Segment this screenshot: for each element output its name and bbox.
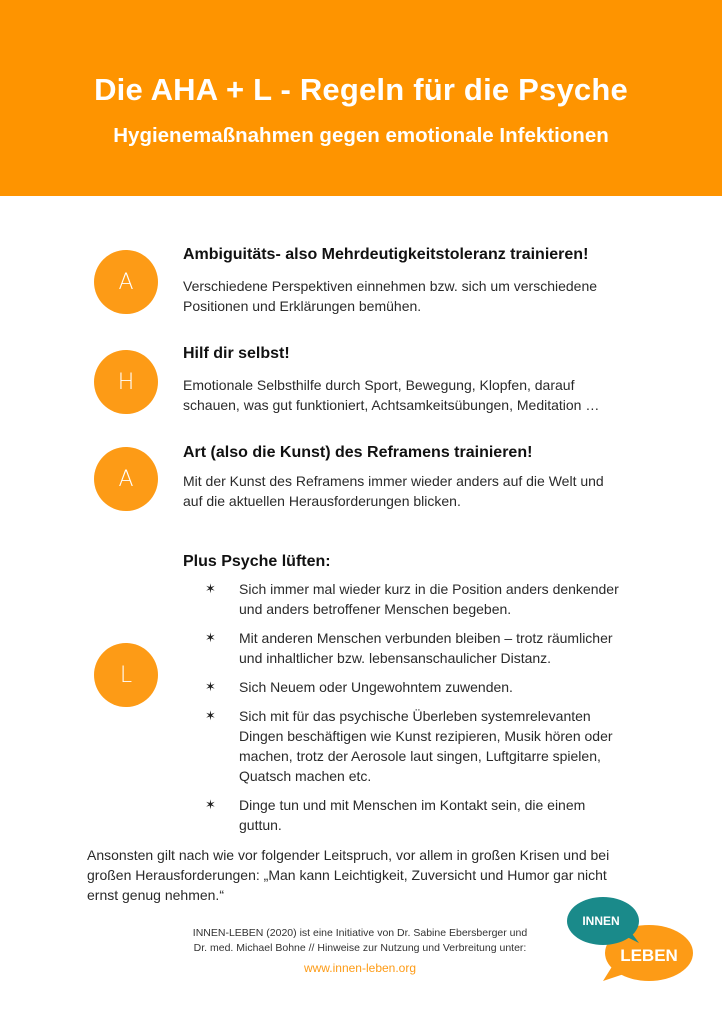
bullet-list <box>205 579 645 844</box>
bullet-line: guttun. <box>239 817 282 833</box>
header-banner <box>0 0 722 196</box>
page-title: Die AHA + L - Regeln für die Psyche <box>94 72 628 107</box>
text-line: schauen, was gut funktioniert, Achtsamkeitsübungen, Meditation … <box>183 397 600 413</box>
rule-title-a1: Ambiguitäts- also Mehrdeutigkeitstoleranz trainieren! <box>183 246 589 263</box>
bullet-line: Dinge tun und mit Menschen im Kontakt sein, die einem <box>239 797 586 813</box>
bullet-line: Dingen beschäftigen wie Kunst rezipieren, Musik hören oder <box>239 728 613 744</box>
bullet-line: Sich Neuem oder Ungewohntem zuwenden. <box>239 679 513 695</box>
bullet-item <box>205 706 645 786</box>
closing-line: ernst genug nehmen.“ <box>87 887 224 903</box>
bullet-line: Sich immer mal wieder kurz in die Position anders denkender <box>239 581 619 597</box>
asterisk-icon: ✶ <box>205 630 216 645</box>
website-link[interactable]: www.innen-leben.org <box>303 961 417 975</box>
letter-badge-a1: A <box>94 250 158 314</box>
innen-leben-logo <box>565 893 695 985</box>
footer-line: Dr. med. Michael Bohne // Hinweise zur Nutzung und Verbreitung unter: <box>193 942 527 954</box>
text-line: auf die aktuellen Herausforderungen blicken. <box>183 493 461 509</box>
bullet-line: Quatsch machen etc. <box>239 768 372 784</box>
asterisk-icon: ✶ <box>205 581 216 596</box>
text-line: Verschiedene Perspektiven einnehmen bzw. sich um verschiedene <box>183 278 598 294</box>
rule-title-l: Plus Psyche lüften: <box>183 553 331 570</box>
bullet-line: und anders betroffener Menschen begeben. <box>239 601 512 617</box>
bullet-item <box>205 795 645 835</box>
bullet-line: machen, trotz der Aerosole laut singen, Luftgitarre spielen, <box>239 748 601 764</box>
page-subtitle: Hygienemaßnahmen gegen emotionale Infektionen <box>113 124 609 147</box>
closing-line: großen Herausforderungen: „Man kann Leichtigkeit, Zuversicht und Humor gar nicht <box>87 867 607 883</box>
text-line: Positionen und Erklärungen bemühen. <box>183 298 422 314</box>
rule-title-h: Hilf dir selbst! <box>183 345 290 362</box>
bullet-item <box>205 628 645 668</box>
closing-line: Ansonsten gilt nach wie vor folgender Leitspruch, vor allem in großen Krisen und bei <box>87 847 610 863</box>
logo-word-innen: INNEN <box>582 914 620 928</box>
bullet-item <box>205 677 645 697</box>
bullet-item <box>205 579 645 619</box>
rule-text-a2 <box>183 471 643 511</box>
letter-badge-l: L <box>94 643 158 707</box>
bullet-line: Mit anderen Menschen verbunden bleiben – trotz räumlicher <box>239 630 613 646</box>
letter-badge-a2: A <box>94 447 158 511</box>
letter-badge-h: H <box>94 350 158 414</box>
rule-title-a2: Art (also die Kunst) des Reframens trainieren! <box>183 444 533 461</box>
bullet-line: Sich mit für das psychische Überleben systemrelevanten <box>239 708 591 724</box>
asterisk-icon: ✶ <box>205 797 216 812</box>
text-line: Mit der Kunst des Reframens immer wieder anders auf die Welt und <box>183 473 604 489</box>
footer-line: INNEN-LEBEN (2020) ist eine Initiative von Dr. Sabine Ebersberger und <box>192 927 528 939</box>
text-line: Emotionale Selbsthilfe durch Sport, Bewegung, Klopfen, darauf <box>183 377 575 393</box>
logo-word-leben: LEBEN <box>620 946 678 965</box>
asterisk-icon: ✶ <box>205 679 216 694</box>
asterisk-icon: ✶ <box>205 708 216 723</box>
bullet-line: und inhaltlicher bzw. lebensanschaulicher Distanz. <box>239 650 552 666</box>
rule-text-a1 <box>183 276 643 316</box>
footer-credits <box>160 926 560 976</box>
rule-text-h <box>183 375 643 415</box>
